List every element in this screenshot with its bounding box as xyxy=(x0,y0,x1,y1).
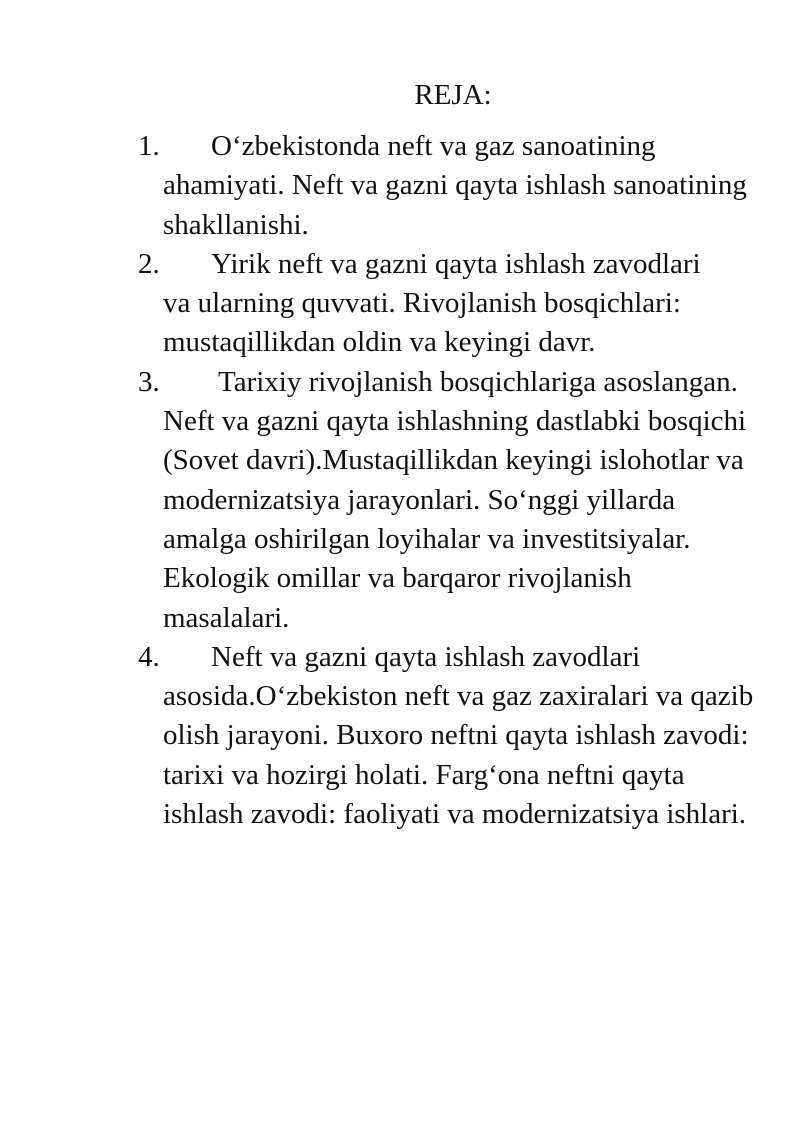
plan-item-4 xyxy=(0,638,800,834)
plan-item-number: 1. xyxy=(138,130,160,162)
plan-item-number: 2. xyxy=(138,247,160,280)
document-title: REJA: xyxy=(414,79,492,111)
plan-item-text: Neft va gazni qayta ishlash zavodlari asosida.Oʻzbekiston neft va gaz zaxiralari va qazib olish jarayoni. Buxoro neftni qayta ishlash zavodi: tarixi va hozirgi holati. Fargʻona neftni qayta ishlash zavodi: faoliyati va modernizatsiya ishlari. xyxy=(163,640,754,831)
plan-item-1 xyxy=(0,127,800,245)
plan-list xyxy=(0,127,800,834)
plan-item-number: 4. xyxy=(138,640,160,673)
plan-item-text: Oʻzbekistonda neft va gaz sanoatining ahamiyati. Neft va gazni qayta ishlash sanoatining shakllanishi. xyxy=(163,130,747,241)
plan-item-number: 3. xyxy=(138,365,160,398)
plan-item-text: Tarixiy rivojlanish bosqichlariga asoslangan. Neft va gazni qayta ishlashning dastlabki bosqichi (Sovet davri).Mustaqillikdan keyingi islohotlar va modernizatsiya jarayonlari. Soʻnggi yillarda amalga oshirilgan loyihalar va investitsiyalar. Ekologik omillar va barqaror rivojlanish masalalari. xyxy=(163,365,747,634)
plan-item-2 xyxy=(0,245,800,363)
plan-item-text: Yirik neft va gazni qayta ishlash zavodlari va ularning quvvati. Rivojlanish bosqichlari: mustaqillikdan oldin va keyingi davr. xyxy=(163,247,701,359)
plan-item-3 xyxy=(0,363,800,638)
